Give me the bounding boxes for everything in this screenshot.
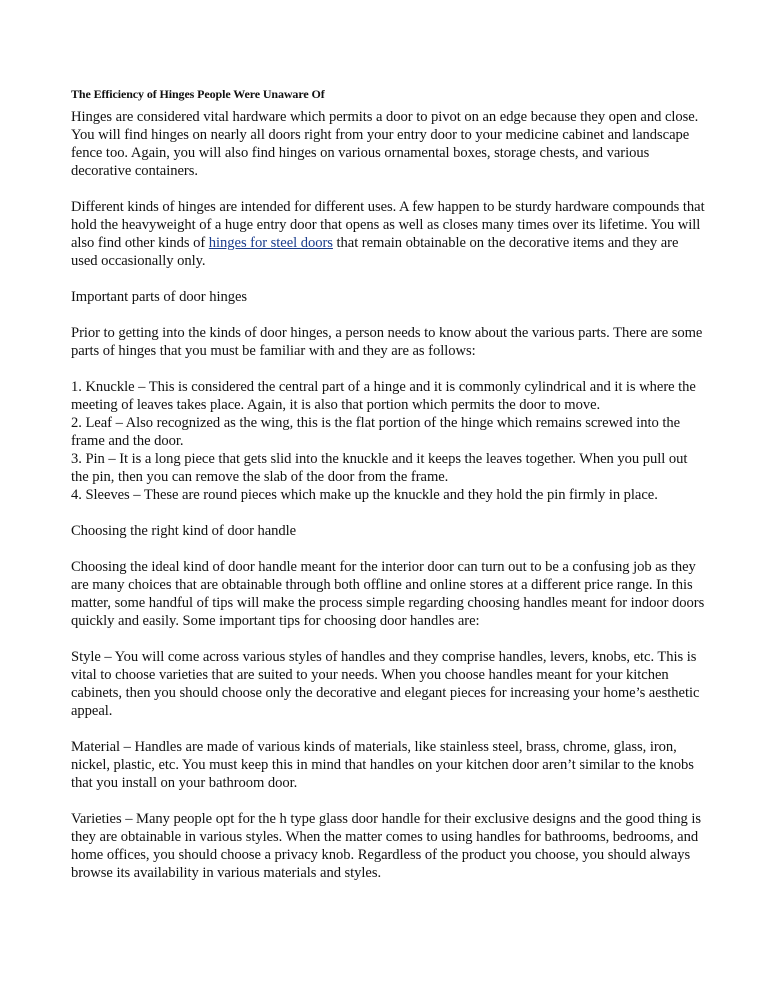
list-item: 4. Sleeves – These are round pieces which make up the knuckle and they hold the pin firmly in place.	[71, 487, 658, 503]
paragraph-text: that remain obtainable on the decorative items and they are used occasionally only.	[71, 235, 679, 269]
paragraph-style: Style – You will come across various styles of handles and they comprise handles, levers, knobs, etc. This is vital to choose varieties that are suited to your needs. When you choose handles meant for your kitchen cabinets, then you should choose only the decorative and elegant pieces for increasing your home’s aesthetic appeal.	[71, 649, 700, 719]
paragraph-varieties: Varieties – Many people opt for the h type glass door handle for their exclusive designs and the good thing is they are obtainable in various styles. When the matter comes to using handles for bathrooms, bedrooms, and home offices, you should choose a privacy knob. Regardless of the product you choose, you should always browse its availability in various materials and styles.	[71, 811, 701, 881]
document-title: The Efficiency of Hinges People Were Unaware Of	[71, 87, 325, 101]
heading-choosing-handle: Choosing the right kind of door handle	[71, 523, 297, 539]
paragraph-intro: Hinges are considered vital hardware which permits a door to pivot on an edge because they open and close. You will find hinges on nearly all doors right from your entry door to your medicine cabinet and landscape fence too. Again, you will also find hinges on various ornamental boxes, storage chests, and various decorative containers.	[71, 109, 699, 179]
paragraph-kinds-of-hinges	[71, 198, 708, 270]
heading-important-parts: Important parts of door hinges	[71, 289, 248, 305]
paragraph-prior: Prior to getting into the kinds of door hinges, a person needs to know about the various parts. There are some parts of hinges that you must be familiar with and they are as follows:	[71, 325, 703, 359]
list-item: 3. Pin – It is a long piece that gets slid into the knuckle and it keeps the leaves together. When you pull out the pin, then you can remove the slab of the door from the frame.	[71, 451, 688, 485]
list-item: 1. Knuckle – This is considered the central part of a hinge and it is commonly cylindrical and it is where the meeting of leaves takes place. Again, it is also that portion which permits the door to move.	[71, 379, 696, 413]
paragraph-material: Material – Handles are made of various kinds of materials, like stainless steel, brass, chrome, glass, iron, nickel, plastic, etc. You must keep this in mind that handles on your kitchen door aren’t similar to the knobs that you install on your bathroom door.	[71, 739, 694, 791]
hinge-parts-list	[71, 378, 708, 504]
paragraph-choosing: Choosing the ideal kind of door handle meant for the interior door can turn out to be a confusing job as they are many choices that are obtainable through both offline and online stores at a different price range. In this matter, some handful of tips will make the process simple regarding choosing handles meant for indoor doors quickly and easily. Some important tips for choosing door handles are:	[71, 559, 705, 629]
hinges-for-steel-doors-link[interactable]: hinges for steel doors	[208, 235, 333, 251]
list-item: 2. Leaf – Also recognized as the wing, this is the flat portion of the hinge which remains screwed into the frame and the door.	[71, 415, 681, 449]
paragraph-text: Different kinds of hinges are intended for different uses. A few happen to be sturdy hardware compounds that hold the heavyweight of a huge entry door that opens as well as closes many times over its lifetime. You will also find other kinds of	[71, 199, 705, 251]
